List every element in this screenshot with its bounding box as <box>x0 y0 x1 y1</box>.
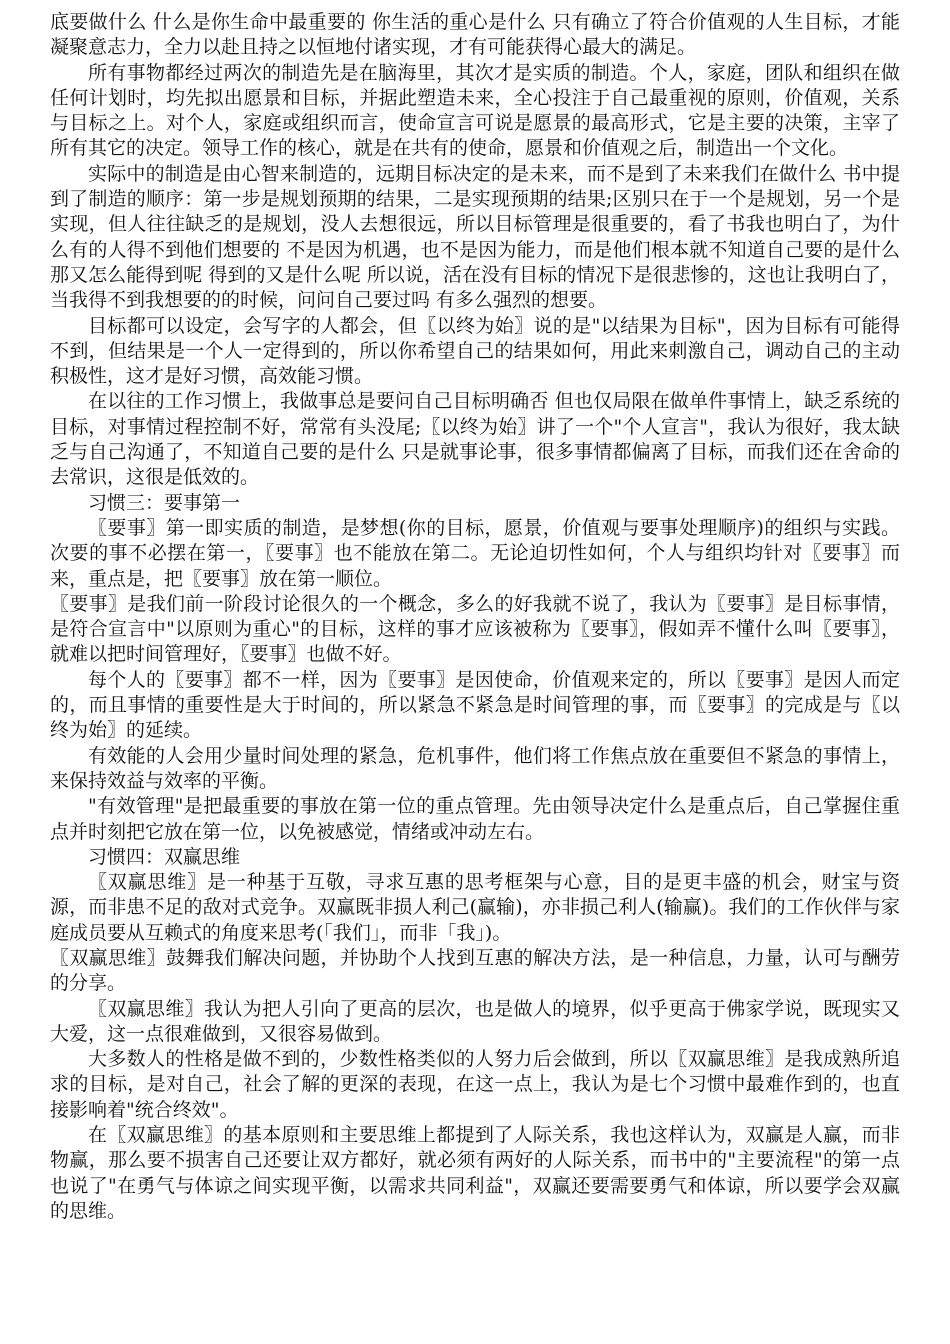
paragraph: 〖要事〗第一即实质的制造，是梦想(你的目标，愿景，价值观与要事处理顺序)的组织与实践。次要的事不必摆在第一，〖要事〗也不能放在第二。无论迫切性如何，个人与组织均针对〖要事〗而来，重点是，把〖要事〗放在第一顺位。 <box>50 516 900 590</box>
paragraph: 在以往的工作习惯上，我做事总是要问自己目标明确否 但也仅局限在做单件事情上，缺乏系统的目标，对事情过程控制不好，常常有头没尾;〖以终为始〗讲了一个"个人宣言"，我认为很好，我太缺乏与自己沟通了，不知道自己要的是什么 只是就事论事，很多事情都偏离了目标，而我们还在舍命的去常识，这很是低效的。 <box>50 390 900 489</box>
section-heading: 习惯四：双赢思维 <box>88 845 241 868</box>
paragraph: 所有事物都经过两次的制造先是在脑海里，其次才是实质的制造。个人，家庭，团队和组织在做任何计划时，均先拟出愿景和目标，并据此塑造未来，全心投注于自己最重视的原则，价值观，关系与目标之上。对个人，家庭或组织而言，使命宣言可说是愿景的最高形式，它是主要的决策，主宰了所有其它的决定。领导工作的核心，就是在共有的使命，愿景和价值观之后，制造出一个文化。 <box>50 61 900 160</box>
paragraph: 〖双赢思维〗鼓舞我们解决问题，并协助个人找到互惠的解决方法，是一种信息，力量，认可与酬劳的分享。 <box>50 946 900 995</box>
paragraph: 〖双赢思维〗是一种基于互敬，寻求互惠的思考框架与心意，目的是更丰盛的机会，财宝与资源，而非患不足的敌对式竞争。双赢既非损人利己(赢输)，亦非损己利人(输赢)。我们的工作伙伴与家庭成员要从互赖式的角度来思考(「我们」，而非「我」)。 <box>50 871 900 944</box>
paragraph: 实际中的制造是由心智来制造的，远期目标决定的是未来，而不是到了未来我们在做什么 书中提到了制造的顺序：第一步是规划预期的结果，二是实现预期的结果;区别只在于一个是规划，另一个是实现，但人往往缺乏的是规划，没人去想很远，所以目标管理是很重要的，看了书我也明白了，为什么有的人得不到他们想要的 不是因为机遇，也不是因为能力，而是他们根本就不知道自己要的是什么 那又怎么能得到呢 得到的又是什么呢 所以说，活在没有目标的情况下是很悲惨的，这也让我明白了，当我得不到我想要的的时候，问问自己要过吗 有多么强烈的想要。 <box>50 162 900 312</box>
paragraph: 〖双赢思维〗我认为把人引向了更高的层次，也是做人的境界，似乎更高于佛家学说，既现实又大爱，这一点很难做到，又很容易做到。 <box>50 997 900 1045</box>
document-body <box>50 10 900 1224</box>
paragraph: 目标都可以设定，会写字的人都会，但〖以终为始〗说的是"以结果为目标"，因为目标有可能得不到，但结果是一个人一定得到的，所以你希望自己的结果如何，用此来刺激自己，调动自己的主动积极性，这才是好习惯，高效能习惯。 <box>50 314 900 388</box>
paragraph: 〖要事〗是我们前一阶段讨论很久的一个概念，多么的好我就不说了，我认为〖要事〗是目标事情，是符合宣言中"以原则为重心"的目标，这样的事才应该被称为〖要事〗，假如弄不懂什么叫〖要事〗，就难以把时间管理好，〖要事〗也做不好。 <box>50 592 900 666</box>
section-heading: 习惯三：要事第一 <box>88 491 241 514</box>
paragraph: 有效能的人会用少量时间处理的紧急，危机事件，他们将工作焦点放在重要但不紧急的事情上，来保持效益与效率的平衡。 <box>50 744 900 792</box>
paragraph: "有效管理"是把最重要的事放在第一位的重点管理。先由领导决定什么是重点后，自己掌握住重点并时刻把它放在第一位，以免被感觉，情绪或冲动左右。 <box>50 795 900 843</box>
paragraph: 底要做什么 什么是你生命中最重要的 你生活的重心是什么 只有确立了符合价值观的人生目标，才能凝聚意志力，全力以赴且持之以恒地付诸实现，才有可能获得心最大的满足。 <box>50 11 900 59</box>
paragraph: 大多数人的性格是做不到的，少数性格类似的人努力后会做到，所以〖双赢思维〗是我成熟所追求的目标，是对自己，社会了解的更深的表现，在这一点上，我认为是七个习惯中最难作到的，也直接影响着"统合终效"。 <box>50 1048 900 1121</box>
paragraph: 在〖双赢思维〗的基本原则和主要思维上都提到了人际关系，我也这样认为，双赢是人赢，而非物赢，那么要不损害自己还要让双方都好，就必须有两好的人际关系，而书中的"主要流程"的第一点也说了"在勇气与体谅之间实现平衡，以需求共同利益"，双赢还要需要勇气和体谅，所以要学会双赢的思维。 <box>50 1124 900 1222</box>
paragraph: 每个人的〖要事〗都不一样，因为〖要事〗是因使命，价值观来定的，所以〖要事〗是因人而定的，而且事情的重要性是大于时间的，所以紧急不紧急是时间管理的事，而〖要事〗的完成是与〖以终为始〗的延续。 <box>50 668 900 742</box>
